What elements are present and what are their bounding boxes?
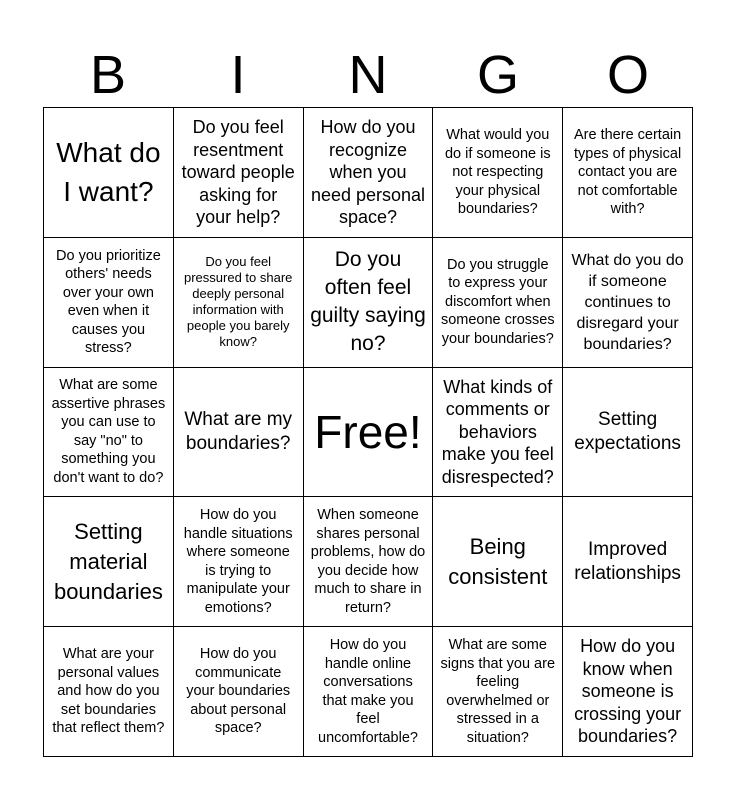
cell-text: What would you do if someone is not respecting your physical boundaries?	[444, 127, 551, 218]
cell-text: Being consistent	[448, 533, 548, 589]
cell-text: What are some signs that you are feeling overwhelmed or stressed in a situation?	[440, 637, 556, 746]
header-letter-b: B	[89, 45, 127, 105]
bingo-cell[interactable]	[563, 368, 693, 498]
bingo-cell[interactable]	[174, 368, 304, 498]
cell-text: Do you struggle to express your discomfort when someone crosses your boundaries?	[440, 256, 555, 347]
bingo-cell[interactable]	[174, 497, 304, 627]
bingo-cell[interactable]	[174, 627, 304, 757]
bingo-cell[interactable]	[44, 368, 174, 498]
bingo-cell[interactable]	[433, 368, 563, 498]
bingo-cell[interactable]	[304, 108, 434, 238]
free-cell[interactable]	[304, 368, 434, 498]
bingo-header	[43, 44, 693, 106]
cell-text: Are there certain types of physical contact you are not comfortable with?	[573, 127, 682, 218]
cell-text: What do I want?	[56, 137, 161, 208]
header-letter-i: I	[230, 45, 246, 105]
bingo-cell[interactable]	[44, 627, 174, 757]
bingo-cell[interactable]	[433, 108, 563, 238]
cell-text: Do you feel pressured to share deeply personal information with people you barely know?	[183, 254, 293, 350]
cell-text: How do you handle online conversations that make you feel uncomfortable?	[318, 637, 418, 746]
cell-text: What do you do if someone continues to disregard your boundaries?	[571, 251, 684, 353]
bingo-cell[interactable]	[433, 497, 563, 627]
bingo-cell[interactable]	[563, 108, 693, 238]
bingo-cell[interactable]	[433, 627, 563, 757]
cell-text: How do you handle situations where someone is trying to manipulate your emotions?	[183, 507, 293, 616]
header-letter-n: N	[348, 45, 388, 105]
cell-text: How do you communicate your boundaries about personal space?	[186, 646, 291, 737]
bingo-cell[interactable]	[44, 238, 174, 368]
cell-text: When someone shares personal problems, how do you decide how much to share in return?	[310, 507, 426, 616]
cell-text: What are some assertive phrases you can use to say "no" to something you don't want to do?	[51, 377, 166, 486]
cell-text: How do you recognize when you need personal space?	[310, 117, 426, 228]
bingo-cell[interactable]	[563, 497, 693, 627]
cell-text: What are my boundaries?	[184, 408, 293, 454]
cell-text: How do you know when someone is crossing your boundaries?	[574, 636, 682, 747]
bingo-cell[interactable]	[304, 627, 434, 757]
cell-text: Setting expectations	[574, 408, 681, 454]
cell-text: Free!	[314, 405, 422, 458]
bingo-cell[interactable]	[563, 238, 693, 368]
cell-text: Do you feel resentment toward people asking for your help?	[181, 117, 295, 228]
bingo-cell[interactable]	[433, 238, 563, 368]
cell-text: What are your personal values and how do you set boundaries that reflect them?	[52, 646, 165, 737]
bingo-cell[interactable]	[44, 497, 174, 627]
cell-text: What kinds of comments or behaviors make you feel disrespected?	[441, 376, 554, 487]
header-letter-g: G	[476, 45, 519, 105]
cell-text: Setting material boundaries	[53, 518, 163, 604]
bingo-cell[interactable]	[174, 238, 304, 368]
bingo-cell[interactable]	[563, 627, 693, 757]
bingo-cell[interactable]	[304, 238, 434, 368]
cell-text: Do you often feel guilty saying no?	[310, 248, 426, 356]
bingo-cell[interactable]	[174, 108, 304, 238]
header-letter-o: O	[606, 45, 649, 105]
bingo-cell[interactable]	[44, 108, 174, 238]
cell-text: Improved relationships	[574, 538, 681, 584]
bingo-cell[interactable]	[304, 497, 434, 627]
bingo-grid	[43, 107, 693, 757]
cell-text: Do you prioritize others' needs over your own even when it causes you stress?	[56, 247, 161, 357]
